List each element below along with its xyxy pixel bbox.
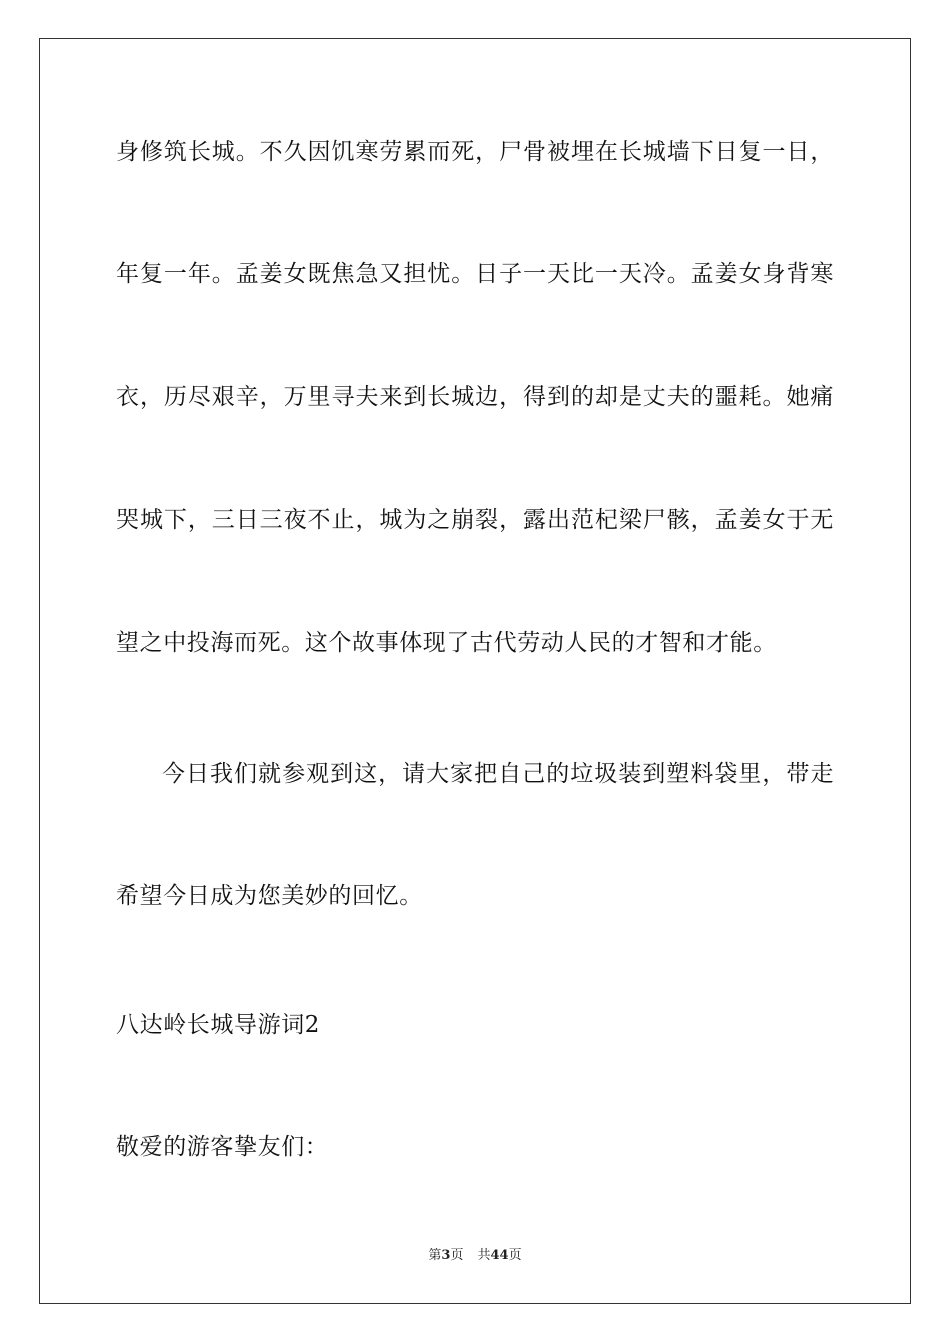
body-text-line: 望之中投海而死。这个故事体现了古代劳动人民的才智和才能。 [116,630,777,656]
total-pages: 44 [490,1248,509,1263]
page-number: 3 [441,1248,451,1263]
total-suffix: 页 [508,1248,522,1263]
page-suffix: 页 [450,1248,464,1263]
body-text-line: 希望今日成为您美妙的回忆。 [116,883,423,909]
body-text-line-indented: 今日我们就参观到这，请大家把自己的垃圾装到塑料袋里，带走 [162,761,834,787]
body-text-line: 身修筑长城。不久因饥寒劳累而死，尸骨被埋在长城墙下日复一日， [116,139,834,165]
greeting-line: 敬爱的游客挚友们： [116,1134,329,1160]
page-footer [0,1247,950,1265]
page-prefix: 第 [428,1248,442,1263]
section-heading: 八达岭长城导游词2 [116,1012,321,1038]
total-prefix: 共 [477,1248,491,1263]
page-border [39,38,911,1304]
body-text-line: 年复一年。孟姜女既焦急又担忧。日子一天比一天冷。孟姜女身背寒 [116,261,834,287]
body-text-line: 哭城下，三日三夜不止，城为之崩裂，露出范杞梁尸骸，孟姜女于无 [116,507,834,533]
body-text-line: 衣，历尽艰辛，万里寻夫来到长城边，得到的却是丈夫的噩耗。她痛 [116,384,834,410]
